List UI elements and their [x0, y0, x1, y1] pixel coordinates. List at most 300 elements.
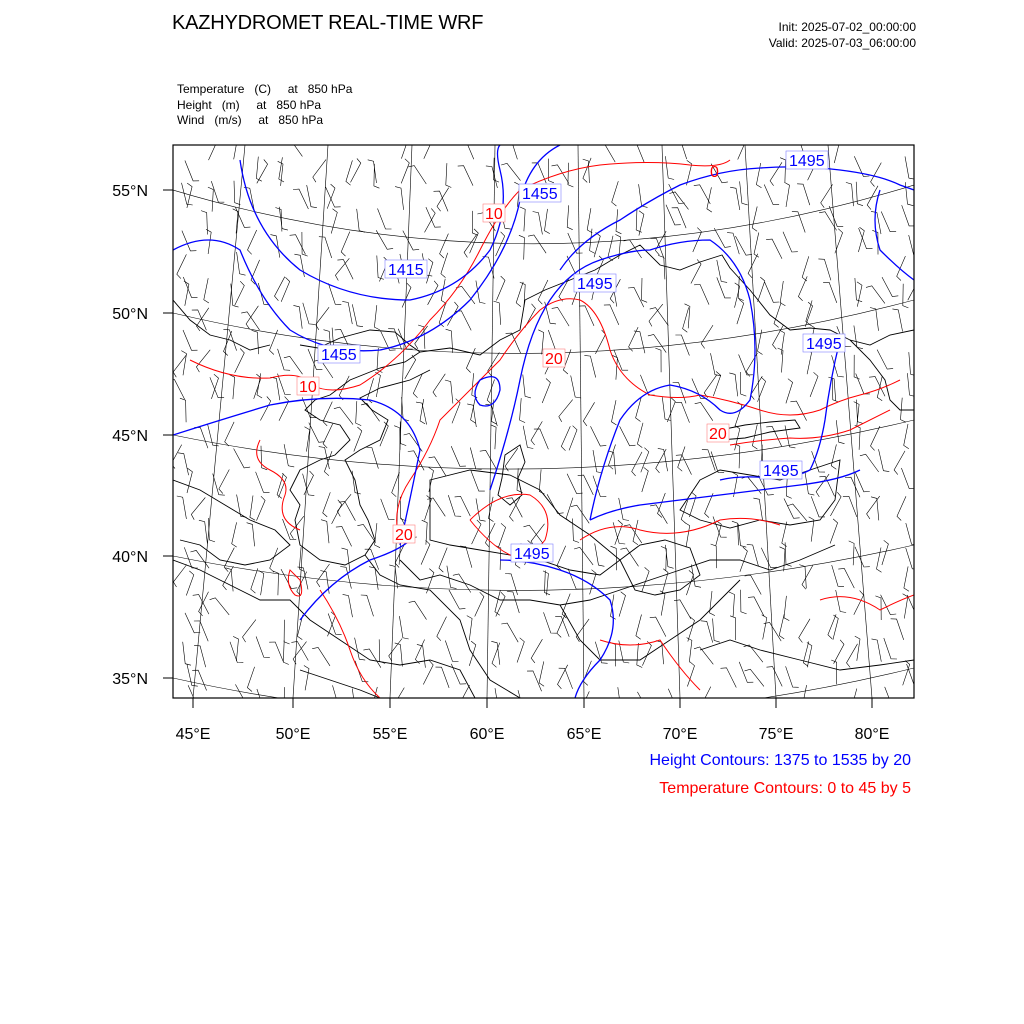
- wind-barb: [256, 472, 270, 493]
- wind-barb: [501, 623, 518, 642]
- wind-barb: [685, 304, 690, 329]
- wind-barb: [856, 182, 863, 206]
- wind-barb: [604, 305, 619, 325]
- wind-barb: [447, 566, 457, 589]
- wind-barb: [224, 331, 232, 356]
- wind-barb: [583, 402, 594, 426]
- wind-barb: [248, 230, 257, 254]
- wind-barb: [193, 595, 209, 615]
- wind-barb: [548, 330, 562, 351]
- wind-barb: [252, 330, 259, 354]
- wind-barb: [882, 540, 889, 565]
- wind-barb: [885, 687, 899, 708]
- wind-barb: [903, 661, 910, 686]
- gulf-coast: [300, 670, 380, 698]
- init-time: Init: 2025-07-02_00:00:00: [778, 20, 916, 34]
- wind-barb: [689, 492, 696, 517]
- wind-barb: [425, 209, 436, 233]
- wind-barb: [445, 380, 453, 404]
- wind-barb: [433, 374, 445, 397]
- wind-barb: [235, 281, 245, 305]
- wind-barb: [225, 568, 233, 592]
- svg-text:0: 0: [710, 164, 719, 181]
- wind-barb: [567, 474, 583, 494]
- lon-label-65: 65°E: [566, 726, 602, 743]
- wind-barb: [836, 590, 846, 613]
- wind-barb: [897, 256, 906, 280]
- wind-barb: [331, 209, 337, 234]
- wind-barb: [783, 232, 798, 252]
- wind-barb: [766, 239, 782, 259]
- wind-barb: [784, 499, 800, 519]
- wind-barb: [906, 523, 918, 545]
- wind-barb: [780, 547, 786, 572]
- wind-barb: [448, 495, 461, 516]
- wind-barb: [401, 134, 408, 159]
- wind-barb: [858, 227, 864, 252]
- wind-barb: [180, 398, 186, 422]
- wind-barb: [636, 615, 642, 640]
- lat-label-50: 50°N: [112, 306, 148, 323]
- wind-barb: [361, 403, 380, 421]
- wind-barb: [456, 286, 475, 304]
- svg-text:1495: 1495: [789, 153, 825, 170]
- wind-barb: [199, 520, 208, 543]
- temperature-contour-legend: Temperature Contours: 0 to 45 by 5: [659, 780, 911, 797]
- wind-barb: [378, 209, 392, 230]
- wind-barb: [307, 185, 317, 208]
- wind-barb: [784, 596, 789, 621]
- wind-barb: [352, 304, 363, 326]
- wind-barb: [892, 309, 902, 332]
- wind-barb: [235, 684, 252, 703]
- wind-barb: [593, 450, 603, 473]
- wind-barb: [389, 639, 402, 662]
- wind-barb: [229, 375, 234, 400]
- wind-barb: [375, 372, 380, 397]
- wind-barb: [196, 350, 210, 372]
- wind-barb: [637, 692, 654, 711]
- wind-barb: [352, 471, 361, 494]
- field-temperature: Temperature (C) at 850 hPa: [177, 82, 353, 96]
- wind-barb: [584, 355, 595, 377]
- svg-text:20: 20: [395, 527, 413, 544]
- wind-barb: [494, 301, 501, 325]
- wind-barb: [740, 547, 748, 572]
- wind-barb: [256, 637, 270, 658]
- wind-barb: [234, 181, 240, 205]
- wind-barb: [177, 496, 187, 519]
- lon-label-45: 45°E: [175, 726, 211, 743]
- wind-barb: [591, 426, 607, 446]
- wind-barb: [810, 372, 818, 397]
- wind-barb: [811, 496, 825, 517]
- svg-text:1415: 1415: [388, 262, 424, 279]
- wind-barb: [786, 666, 799, 687]
- wind-barb: [871, 163, 882, 187]
- wind-barb: [312, 648, 330, 666]
- wind-barb: [409, 601, 427, 619]
- temp-contour-10-south: [257, 440, 300, 530]
- wind-barb: [806, 300, 812, 325]
- wind-barb: [336, 527, 352, 547]
- wind-barb: [879, 449, 890, 471]
- wind-barb: [711, 353, 722, 376]
- wind-barb: [357, 209, 365, 232]
- wind-barb: [590, 229, 595, 254]
- wind-barb: [194, 621, 208, 641]
- wind-barb: [642, 467, 649, 492]
- wind-barb: [877, 548, 882, 573]
- field-wind: Wind (m/s) at 850 hPa: [177, 113, 324, 127]
- wind-barb: [685, 523, 690, 548]
- wind-barb: [290, 235, 306, 255]
- wind-barb: [437, 617, 447, 641]
- wind-barb: [518, 690, 530, 712]
- wind-barb: [531, 639, 542, 663]
- wind-barb: [173, 565, 186, 588]
- wind-barb: [830, 519, 838, 544]
- wind-barb: [567, 205, 573, 229]
- wind-barb: [894, 451, 905, 475]
- wind-barb: [424, 135, 433, 159]
- wind-barb: [854, 591, 864, 615]
- wind-barb: [881, 595, 897, 615]
- wind-barb: [232, 135, 237, 160]
- wind-barb: [247, 523, 255, 547]
- wind-barb: [694, 647, 713, 664]
- turkey-border: [173, 560, 475, 698]
- wind-barb: [455, 496, 471, 516]
- height-contour-1495-north: [560, 167, 914, 270]
- wind-barb: [655, 231, 666, 255]
- wind-barb: [183, 330, 198, 350]
- wind-barb: [648, 335, 666, 353]
- wind-barb: [449, 590, 466, 609]
- wind-barb: [376, 230, 393, 249]
- svg-text:1495: 1495: [577, 276, 613, 293]
- wind-barb: [633, 520, 638, 545]
- wind-barb: [496, 592, 505, 616]
- wind-barb: [618, 687, 627, 710]
- wind-barb: [872, 639, 882, 662]
- wind-barb: [612, 400, 617, 425]
- wind-barb: [797, 184, 810, 205]
- wind-barb: [495, 688, 505, 711]
- wind-barb: [802, 565, 813, 589]
- wind-barb: [545, 571, 551, 595]
- wind-barb: [323, 492, 331, 517]
- wind-barb: [688, 617, 695, 642]
- longitude-labels: [176, 726, 890, 743]
- wind-barb: [642, 278, 648, 302]
- wind-barb: [580, 691, 589, 715]
- black-sea-coast: [173, 300, 270, 350]
- wind-barb: [375, 523, 380, 548]
- balkhash-coast: [720, 420, 800, 440]
- wind-barb: [379, 639, 385, 663]
- wind-barb: [231, 284, 239, 308]
- wind-barb: [552, 165, 570, 184]
- field-height: Height (m) at 850 hPa: [177, 97, 322, 112]
- wind-barb: [208, 187, 213, 212]
- wind-barb: [691, 259, 701, 283]
- wind-barb: [859, 228, 873, 249]
- wind-barb: [765, 282, 780, 302]
- wind-barb: [906, 548, 919, 569]
- wind-barb: [278, 374, 291, 395]
- wind-barb: [675, 335, 689, 356]
- height-contour-1495-se: [590, 470, 860, 520]
- wind-barb: [843, 496, 857, 517]
- wind-barb: [257, 689, 270, 710]
- wind-barb: [532, 163, 546, 183]
- wind-barb: [194, 645, 206, 667]
- wind-barb: [426, 207, 441, 227]
- wind-barb: [782, 522, 787, 547]
- wind-barb: [393, 688, 404, 712]
- wind-barb: [273, 571, 279, 595]
- wind-barb: [737, 299, 744, 324]
- wind-barb: [758, 277, 765, 302]
- wind-barb: [662, 569, 668, 594]
- wind-barb: [243, 620, 256, 643]
- lat-label-40: 40°N: [112, 549, 148, 566]
- wind-barb: [293, 189, 308, 209]
- wind-barb: [620, 426, 636, 446]
- height-contour-1415: [240, 145, 503, 300]
- wind-barb: [241, 312, 259, 330]
- wind-barb: [701, 325, 713, 348]
- wind-barb: [342, 548, 350, 571]
- wind-barb: [695, 402, 713, 420]
- wind-barb: [855, 636, 860, 661]
- wind-barb: [860, 454, 879, 472]
- wind-barb: [610, 642, 616, 666]
- wind-barb: [284, 687, 290, 711]
- wind-barb: [256, 157, 261, 182]
- iran-border: [365, 555, 520, 698]
- wind-barb: [501, 163, 520, 180]
- wind-barb: [401, 159, 409, 184]
- wind-barb: [779, 614, 784, 639]
- wind-barb: [543, 571, 548, 596]
- wind-barb: [711, 544, 717, 568]
- wind-barb: [561, 426, 570, 450]
- lon-label-55: 55°E: [372, 726, 408, 743]
- wind-barb: [284, 139, 303, 157]
- wind-barb: [748, 254, 758, 278]
- wind-barb: [186, 571, 194, 596]
- wind-barb: [674, 600, 691, 619]
- wind-barb: [583, 661, 591, 686]
- wind-barb: [849, 541, 854, 565]
- wind-barb: [667, 398, 675, 423]
- wind-barb: [352, 689, 361, 712]
- wind-barb: [284, 356, 303, 374]
- wind-barb: [356, 401, 362, 426]
- wind-barb: [491, 425, 496, 449]
- wind-barb: [832, 565, 844, 587]
- wind-barb: [903, 284, 909, 308]
- meridian-80: [828, 145, 872, 698]
- wind-barb: [259, 571, 264, 596]
- wind-barbs: [169, 134, 923, 716]
- wind-barb: [303, 303, 315, 325]
- wind-barb: [380, 422, 388, 447]
- wind-barb: [271, 377, 280, 400]
- wind-barb: [612, 181, 619, 206]
- wind-barb: [745, 669, 764, 686]
- wind-barb: [587, 208, 592, 233]
- wind-barb: [637, 423, 643, 448]
- wind-barb: [675, 402, 689, 422]
- wind-barb: [283, 519, 297, 540]
- wind-barb: [717, 277, 731, 298]
- wind-barb: [341, 232, 350, 257]
- wind-barb: [346, 160, 353, 185]
- wind-barb: [612, 355, 618, 380]
- wind-barb: [851, 689, 857, 714]
- meridian-70: [662, 145, 680, 698]
- map-frame: [173, 145, 914, 698]
- wind-barb: [741, 590, 747, 614]
- wind-barb: [251, 260, 260, 284]
- wind-barb: [799, 565, 806, 589]
- wind-barb: [524, 525, 543, 543]
- wind-barb: [505, 448, 518, 471]
- meridian-45: [193, 145, 245, 698]
- wind-barb: [451, 446, 466, 466]
- height-contour-1495-south: [500, 560, 613, 698]
- wind-barb: [185, 161, 199, 181]
- wind-barb: [204, 278, 209, 303]
- temp-contour-20-southwest: [320, 590, 380, 698]
- wind-barb: [904, 424, 909, 449]
- wind-barb: [211, 374, 218, 399]
- wind-barb: [366, 447, 378, 469]
- wind-barb: [334, 407, 353, 425]
- wind-barb: [209, 136, 218, 160]
- wind-barb: [417, 644, 426, 667]
- wind-barb: [730, 187, 740, 210]
- wind-barb: [904, 566, 909, 591]
- wind-barb: [739, 662, 753, 682]
- wind-barb: [486, 166, 498, 188]
- wind-barb: [191, 498, 205, 520]
- lon-label-80: 80°E: [854, 726, 890, 743]
- wind-barb: [181, 351, 186, 376]
- wind-barb: [787, 504, 807, 521]
- wind-barb: [552, 307, 569, 326]
- wind-barb: [805, 302, 812, 327]
- wind-barb: [598, 143, 615, 162]
- wind-barb: [201, 211, 208, 235]
- lon-label-60: 60°E: [469, 726, 505, 743]
- wind-barb: [784, 182, 789, 207]
- wind-barb: [237, 252, 246, 275]
- wind-barb: [426, 259, 433, 284]
- wind-barb: [413, 373, 422, 397]
- svg-text:1495: 1495: [763, 463, 799, 480]
- wind-barb: [293, 305, 302, 328]
- wind-barb: [786, 379, 793, 404]
- wind-barb: [809, 517, 814, 542]
- wind-barb: [436, 667, 450, 688]
- wind-barb: [752, 424, 757, 449]
- wind-barb: [881, 212, 896, 232]
- svg-text:1495: 1495: [806, 336, 842, 353]
- wind-barb: [770, 162, 782, 185]
- valid-time: Valid: 2025-07-03_06:00:00: [768, 36, 916, 50]
- wind-barb: [250, 496, 255, 521]
- wind-barb: [313, 160, 326, 183]
- wind-barb: [807, 349, 812, 374]
- wind-barb: [583, 158, 591, 183]
- wind-barb: [278, 349, 291, 370]
- wind-barb: [756, 163, 761, 188]
- wind-barb: [803, 641, 809, 666]
- wind-barb: [235, 349, 245, 373]
- svg-text:1455: 1455: [321, 347, 357, 364]
- wind-barb: [495, 591, 500, 616]
- wind-barb: [780, 281, 785, 306]
- wind-barb: [740, 181, 748, 205]
- wind-barb: [498, 523, 505, 548]
- aral-sea-coast: [498, 445, 525, 505]
- height-label-7: [760, 461, 802, 480]
- wind-barb: [354, 427, 362, 452]
- wind-barb: [290, 516, 304, 539]
- wind-barb: [727, 233, 739, 255]
- wind-barb: [520, 398, 526, 423]
- wind-barb: [661, 546, 667, 570]
- wind-barb: [729, 373, 737, 396]
- wind-barb: [467, 616, 472, 641]
- wind-barb: [866, 286, 885, 304]
- wind-barb: [729, 592, 734, 617]
- wind-barb: [665, 545, 673, 568]
- wind-barb: [656, 449, 667, 473]
- wind-barb: [907, 595, 922, 615]
- wind-barb: [335, 258, 349, 280]
- height-label-5: [318, 345, 360, 364]
- wind-barb: [182, 231, 197, 251]
- wind-barb: [884, 638, 897, 659]
- wind-barb: [446, 163, 452, 187]
- wind-barb: [754, 233, 759, 258]
- wind-barb: [829, 206, 843, 226]
- wind-barb: [400, 497, 406, 521]
- wind-barb: [355, 661, 368, 682]
- meridian-55: [390, 145, 412, 698]
- wind-barb: [278, 161, 283, 186]
- wind-barb: [333, 685, 345, 707]
- wind-barb: [752, 207, 757, 232]
- wind-barb: [269, 642, 283, 662]
- wind-barb: [834, 138, 839, 163]
- height-contour-1455-west: [173, 398, 420, 545]
- wind-barb: [637, 643, 642, 668]
- wind-barb: [636, 208, 642, 232]
- wind-barb: [488, 497, 493, 522]
- wind-barb: [891, 619, 904, 640]
- wind-barb: [389, 565, 397, 589]
- wind-barb: [845, 477, 860, 497]
- wind-barb: [566, 498, 573, 523]
- wind-barb: [831, 444, 836, 469]
- wind-barb: [363, 649, 381, 668]
